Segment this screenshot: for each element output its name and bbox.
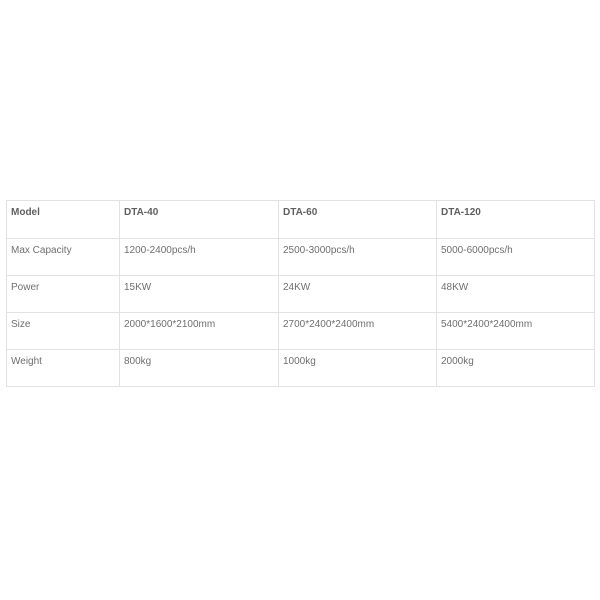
- cell-value: 15KW: [124, 282, 152, 293]
- table-header-cell: [7, 201, 120, 239]
- cell-value: 5400*2400*2400mm: [441, 319, 533, 330]
- table-cell: [279, 276, 437, 313]
- table-row-size: [7, 313, 595, 350]
- cell-value: 2000*1600*2100mm: [124, 319, 216, 330]
- table-cell: [437, 239, 595, 276]
- table-row-max-capacity: [7, 239, 595, 276]
- row-label-cell: [7, 239, 120, 276]
- cell-value: 5000-6000pcs/h: [441, 245, 513, 256]
- table-header-cell: [279, 201, 437, 239]
- header-dta40-label: DTA-40: [124, 207, 159, 218]
- row-label-cell: [7, 313, 120, 350]
- header-dta60-label: DTA-60: [283, 207, 318, 218]
- spec-table: [6, 200, 595, 387]
- table-cell: [437, 313, 595, 350]
- cell-value: 48KW: [441, 282, 469, 293]
- table-row-weight: [7, 350, 595, 387]
- table-header-cell: [120, 201, 279, 239]
- row-label-cell: [7, 350, 120, 387]
- header-model-label: Model: [11, 207, 40, 218]
- table-row-power: [7, 276, 595, 313]
- row-label: Max Capacity: [11, 245, 72, 256]
- cell-value: 2000kg: [441, 356, 474, 367]
- table-cell: [120, 350, 279, 387]
- table-cell: [279, 313, 437, 350]
- table-header-row: [7, 201, 595, 239]
- table-cell: [279, 239, 437, 276]
- cell-value: 2700*2400*2400mm: [283, 319, 375, 330]
- cell-value: 1200-2400pcs/h: [124, 245, 196, 256]
- cell-value: 24KW: [283, 282, 311, 293]
- row-label: Size: [11, 319, 31, 330]
- row-label: Weight: [11, 356, 42, 367]
- cell-value: 2500-3000pcs/h: [283, 245, 355, 256]
- table-header-cell: [437, 201, 595, 239]
- table-cell: [120, 239, 279, 276]
- table-cell: [437, 350, 595, 387]
- table-cell: [120, 276, 279, 313]
- cell-value: 800kg: [124, 356, 152, 367]
- row-label: Power: [11, 282, 40, 293]
- table-cell: [120, 313, 279, 350]
- row-label-cell: [7, 276, 120, 313]
- cell-value: 1000kg: [283, 356, 316, 367]
- table-cell: [279, 350, 437, 387]
- header-dta120-label: DTA-120: [441, 207, 481, 218]
- table-cell: [437, 276, 595, 313]
